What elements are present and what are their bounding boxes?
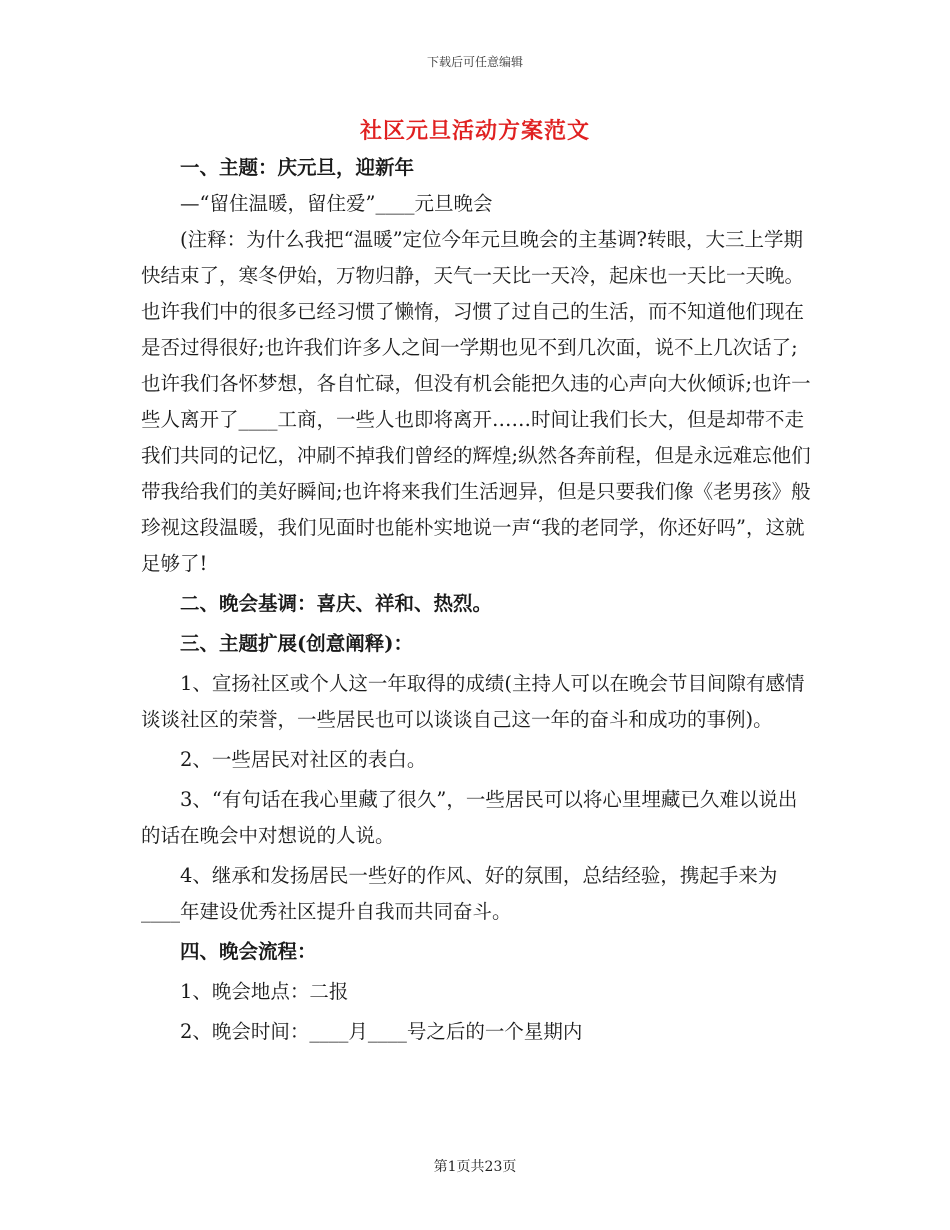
section3-item: 4、继承和发扬居民一些好的作风、好的氛围，总结经验，携起手来为____年建设优秀社区提升自我而共同奋斗。: [141, 864, 778, 923]
header-note: 下载后可任意编辑: [426, 55, 523, 69]
section2-heading: 二、晚会基调：喜庆、祥和、热烈。: [180, 592, 493, 615]
document-title: 社区元旦活动方案范文: [359, 118, 590, 144]
section4-item: 1、晚会地点：二报: [180, 980, 349, 1003]
section3-item: 2、一些居民对社区的表白。: [180, 748, 427, 771]
page-footer: 第1页共23页: [433, 1159, 517, 1175]
section1-heading: 一、主题：庆元旦，迎新年: [180, 156, 415, 179]
section4-item: 2、晚会时间：____月____号之后的一个星期内: [180, 1020, 583, 1043]
annotation-paragraph: (注释：为什么我把“温暖”定位今年元旦晚会的主基调?转眼，大三上学期快结束了，寒冬伊始，万物归静，天气一天比一天冷，起床也一天比一天晚。也许我们中的很多已经习惯了懒惰，习惯了过自己的生活，而不知道他们现在是否过得很好;也许我们许多人之间一学期也见不到几次面，说不上几次话了;也许我们各怀梦想，各自忙碌，但没有机会能把久违的心声向大伙倾诉;也许一些人离开了____工商，一些人也即将离开……时间让我们长大，但是却带不走我们共同的记忆，冲刷不掉我们曾经的辉煌;纵然各奔前程，但是永远难忘他们带我给我们的美好瞬间;也许将来我们生活迥异，但是只要我们像《老男孩》般珍视这段温暖，我们见面时也能朴实地说一声“我的老同学，你还好吗”，这就足够了!: [141, 228, 811, 575]
subtitle: —“留住温暖，留住爱”____元旦晚会: [180, 192, 493, 215]
section4-heading: 四、晚会流程：: [180, 940, 317, 963]
section3-item: 3、“有句话在我心里藏了很久”，一些居民可以将心里埋藏已久难以说出的话在晚会中对想说的人说。: [141, 788, 798, 847]
section3-heading: 三、主题扩展(创意阐释)：: [180, 632, 413, 655]
document-body: [141, 150, 811, 1050]
section3-item: 1、宣扬社区或个人这一年取得的成绩(主持人可以在晚会节目间隙有感情谈谈社区的荣誉，一些居民也可以谈谈自己这一年的奋斗和成功的事例)。: [141, 672, 805, 731]
